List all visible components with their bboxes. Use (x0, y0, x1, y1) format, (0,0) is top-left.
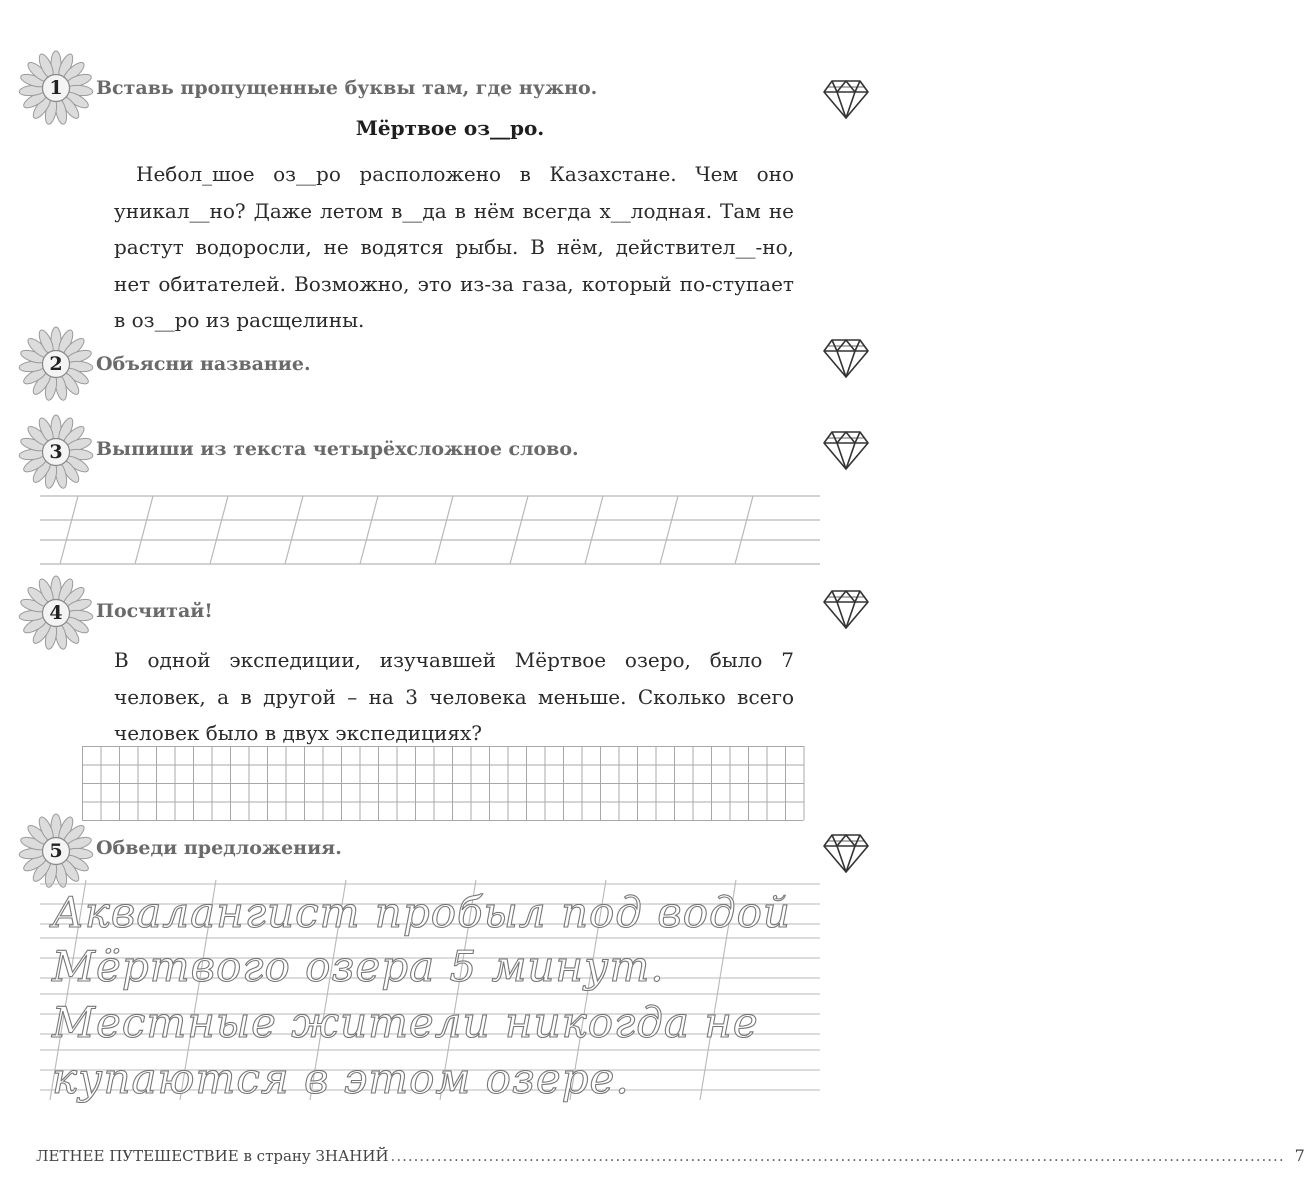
task-title: Объясни название. (96, 353, 311, 375)
diamond-icon (822, 77, 870, 121)
task-number-badge (18, 575, 94, 651)
task-title: Выпиши из текста четырёхсложное слово. (96, 438, 579, 460)
task-number: 2 (49, 353, 63, 375)
task-number-badge (18, 326, 94, 402)
task-title: Посчитай! (96, 600, 213, 622)
trace-sentence: Аквалангист пробыл под водой (52, 888, 791, 937)
trace-sentence: купаются в этом озере. (52, 1054, 630, 1103)
task-title: Вставь пропущенные буквы там, где нужно. (96, 77, 598, 99)
page-number: 7 (1294, 1146, 1305, 1165)
text-body: Небол_шое оз__ро расположено в Казахстане. Чем оно уникал__но? Даже летом в__да в нём всегда х__лодная. Там не растут водоросли, не водятся рыбы. В нём, действител__-но, нет обитателей. Возможно, это из-за газа, который по-ступает в оз__ро из расщелины. (114, 162, 794, 332)
text-title: Мёртвое оз__ро. (355, 116, 545, 140)
trace-sentence: Местные жители никогда не (52, 998, 759, 1047)
writing-lines[interactable] (40, 490, 820, 570)
task-number: 4 (49, 602, 63, 624)
task-number: 3 (49, 441, 63, 463)
task-3 (18, 414, 882, 490)
task-title: Обведи предложения. (96, 837, 342, 859)
answer-grid[interactable] (82, 746, 804, 820)
page-footer (36, 1146, 1305, 1165)
task-4 (18, 575, 882, 651)
leader-dots: ........................................................................................................................................................... (390, 1147, 1285, 1165)
trace-sentence: Мёртвого озера 5 минут. (52, 942, 665, 991)
task-number: 1 (49, 77, 63, 99)
task-2 (18, 326, 882, 402)
task-number-badge (18, 414, 94, 490)
diamond-icon (822, 428, 870, 472)
diamond-icon (822, 587, 870, 631)
diamond-icon (822, 831, 870, 875)
task-number-badge (18, 50, 94, 126)
task-number: 5 (49, 840, 63, 862)
book-title: ЛЕТНЕЕ ПУТЕШЕСТВИЕ в страну ЗНАНИЙ (36, 1147, 389, 1165)
problem-text: В одной экспедиции, изучавшей Мёртвое озеро, было 7 человек, а в другой – на 3 человека меньше. Сколько всего человек было в двух экспедициях? (114, 648, 794, 745)
diamond-icon (822, 336, 870, 380)
